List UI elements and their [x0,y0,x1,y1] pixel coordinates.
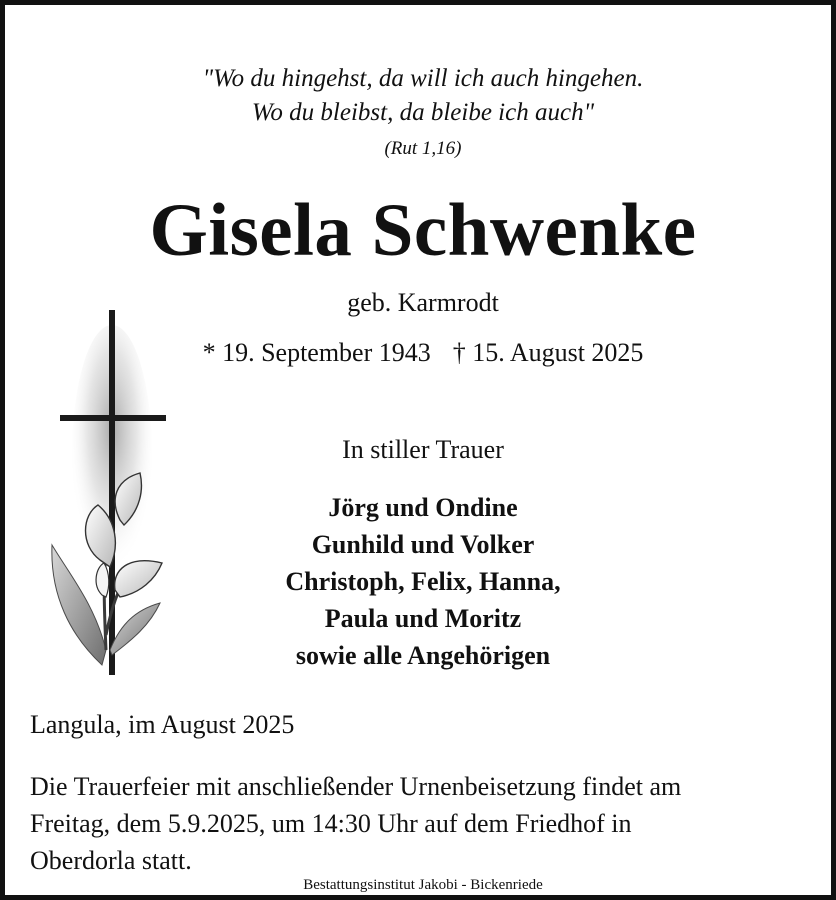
notice-line: Oberdorla statt. [30,846,192,875]
birth-name: geb. Karmrodt [347,288,499,317]
family-line: Gunhild und Volker [311,530,535,559]
family-line: sowie alle Angehörigen [295,641,551,670]
family-line: Jörg und Ondine [328,493,518,522]
quote-line-2: Wo du bleibst, da bleibe ich auch" [251,99,595,126]
death-date: † 15. August 2025 [452,338,644,367]
notice-line: Die Trauerfeier mit anschließender Urnenbeisetzung findet am [30,772,682,801]
quote-reference: (Rut 1,16) [384,138,462,159]
notice-line: Freitag, dem 5.9.2025, um 14:30 Uhr auf dem Friedhof in [30,809,632,838]
ceremony-notice [30,768,681,879]
family-line: Christoph, Felix, Hanna, [285,567,561,596]
birth-date: * 19. September 1943 [202,338,431,367]
deceased-name: Gisela Schwenke [149,189,697,272]
quote-line-1: "Wo du hingehst, da will ich auch hingehen. [202,65,644,92]
funeral-home-footer: Bestattungsinstitut Jakobi - Bickenriede [303,877,543,893]
mourning-intro: In stiller Trauer [342,435,504,464]
family-line: Paula und Moritz [324,604,522,633]
place-date: Langula, im August 2025 [30,710,295,739]
family-list [5,489,836,674]
